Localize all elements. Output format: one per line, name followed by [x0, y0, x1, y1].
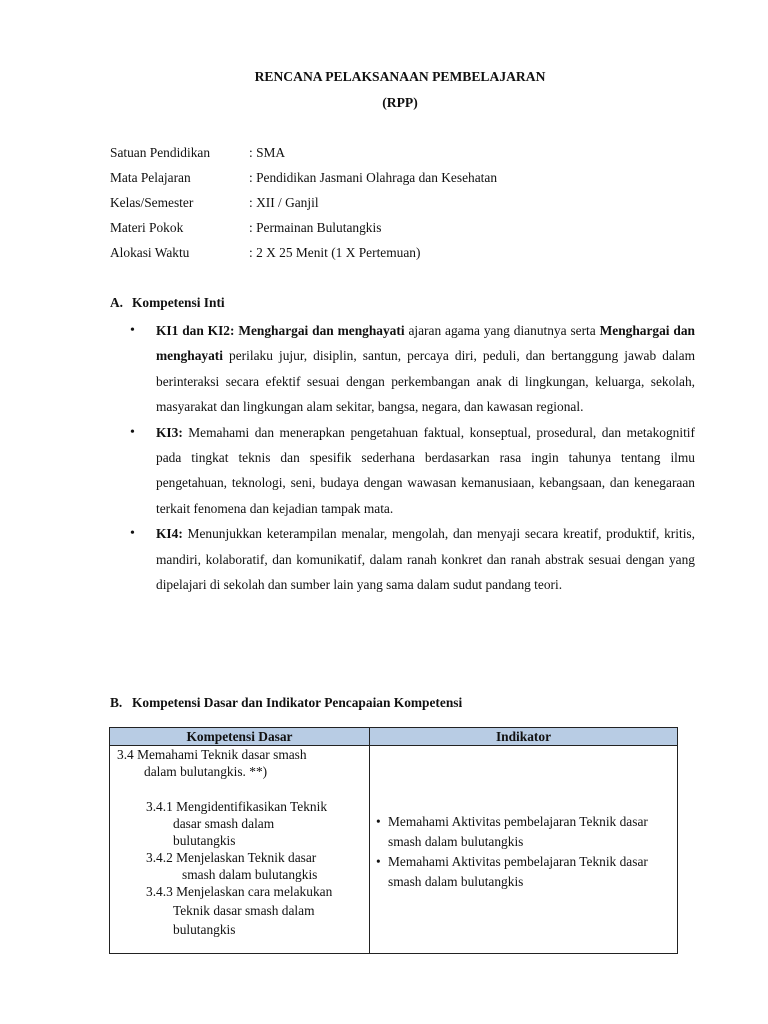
section-a-heading [110, 295, 225, 311]
kd-line: Teknik dasar smash dalam [173, 903, 315, 918]
document-subtitle: (RPP) [382, 95, 418, 110]
kd-line: 3.4 Memahami Teknik dasar smash [117, 747, 307, 762]
header-indikator: Indikator [495, 729, 552, 744]
section-a-letter: A. [110, 295, 124, 310]
identity-value: : 2 X 25 Menit (1 X Pertemuan) [249, 245, 421, 260]
kd-line: 3.4.3 Menjelaskan cara melakukan [146, 884, 333, 899]
bullet-icon: • [130, 424, 135, 440]
kd-line: bulutangkis [173, 922, 236, 937]
list-item-ki4 [110, 521, 695, 597]
ki12-text1: ajaran agama yang dianutnya serta [404, 323, 600, 338]
indicator-text: Memahami Aktivitas pembelajaran Teknik dasar smash dalam bulutangkis [388, 854, 648, 889]
ki12-lead: KI1 dan KI2: Menghargai dan menghayati [156, 323, 405, 338]
bullet-icon: • [130, 526, 135, 542]
ki12-text2: perilaku jujur, disiplin, santun, percaya diri, peduli, dan bertanggung jawab dalam berinteraksi secara efektif sesuai dengan perkembangan anak di lingkungan, keluarga, sekolah, masyarakat dan lingkungan alam sekitar, bangsa, negara, dan kawasan regional. [156, 348, 695, 415]
identity-value: : XII / Ganjil [249, 195, 319, 210]
kd-line: 3.4.2 Menjelaskan Teknik dasar [146, 850, 317, 865]
ki3-lead: KI3: [156, 424, 183, 440]
kd-indicator-table [109, 727, 678, 954]
kd-line: smash dalam bulutangkis [182, 867, 318, 882]
header-kompetensi-dasar: Kompetensi Dasar [186, 729, 293, 744]
identity-label: Satuan Pendidikan [110, 145, 211, 160]
section-b-heading [110, 695, 462, 711]
identity-value: : Permainan Bulutangkis [249, 220, 382, 235]
kd-line: bulutangkis [173, 833, 236, 848]
kd-line: dalam bulutangkis. **) [144, 764, 268, 779]
ki4-lead: KI4: [156, 526, 183, 542]
column-divider [369, 728, 370, 953]
indicator-text: Memahami Aktivitas pembelajaran Teknik dasar smash dalam bulutangkis [388, 814, 648, 849]
kd-line: dasar smash dalam [173, 816, 275, 831]
bullet-icon: • [130, 323, 135, 338]
bullet-icon: • [376, 854, 381, 869]
section-b-letter: B. [110, 695, 123, 710]
identity-label: Materi Pokok [110, 220, 184, 235]
table-header-row [110, 728, 677, 746]
bullet-icon: • [376, 814, 381, 829]
section-b-title: Kompetensi Dasar dan Indikator Pencapaian Kompetensi [132, 695, 463, 710]
list-item-indicator [376, 852, 672, 892]
list-item-indicator [376, 812, 672, 852]
identity-label: Alokasi Waktu [110, 245, 190, 260]
identity-value: : Pendidikan Jasmani Olahraga dan Kesehatan [249, 170, 498, 185]
identity-value: : SMA [249, 145, 286, 160]
document-title: RENCANA PELAKSANAAN PEMBELAJARAN [254, 69, 546, 84]
ki3-text: Memahami dan menerapkan pengetahuan faktual, konseptual, prosedural, dan metakognitif pada tingkat teknis dan spesifik sederhana berdasarkan rasa ingin tahunya tentang ilmu pengetahuan, teknologi, seni, budaya dengan wawasan kemanusiaan, kebangsaan, dan kenegaraan terkait fenomena dan kejadian tampak mata. [156, 424, 695, 516]
list-item-ki1-ki2 [110, 318, 695, 420]
ki12-bold2: Menghargai dan menghayati [156, 323, 696, 364]
kompetensi-inti-list [110, 318, 695, 597]
kd-line: 3.4.1 Mengidentifikasikan Teknik [146, 799, 328, 814]
list-item-ki3 [110, 420, 695, 522]
indikator-cell [376, 812, 672, 892]
identity-label: Mata Pelajaran [110, 170, 191, 185]
identity-label: Kelas/Semester [110, 195, 194, 210]
ki4-text: Menunjukkan keterampilan menalar, mengolah, dan menyaji secara kreatif, produktif, kritis, mandiri, kolaboratif, dan komunikatif, dalam ranah konkret dan ranah abstrak sesuai dengan yang dipelajari di sekolah dan sumber lain yang sama dalam sudut pandang teori. [156, 526, 695, 593]
section-a-title: Kompetensi Inti [132, 295, 225, 310]
